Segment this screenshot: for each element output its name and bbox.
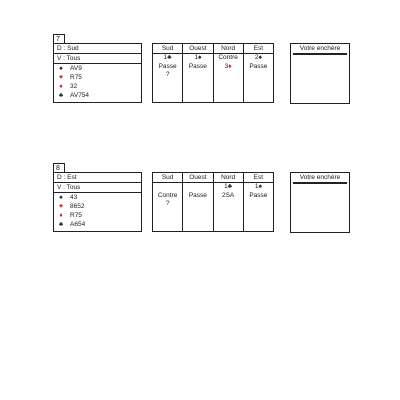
bid-column-est xyxy=(244,173,273,231)
suit-row-clubs xyxy=(54,220,141,229)
bid-column-nord xyxy=(214,173,244,231)
vulnerability-label: V : Tous xyxy=(54,54,141,64)
club-icon: ♣ xyxy=(58,92,64,99)
suit-row-hearts xyxy=(54,73,141,82)
suit-row-diamonds xyxy=(54,211,141,220)
bid-cell: 2SA xyxy=(221,191,235,199)
answer-title: Votre enchère xyxy=(293,44,347,55)
bid-cell xyxy=(183,183,212,192)
bid-cell: Passe xyxy=(188,62,207,70)
diamond-icon: ♦ xyxy=(59,83,63,90)
header-est: Est xyxy=(244,173,273,183)
suit-row-spades xyxy=(54,64,141,73)
header-sud: Sud xyxy=(153,173,182,183)
bid-cell: Passe xyxy=(249,62,268,70)
answer-box[interactable] xyxy=(290,172,350,233)
diamond-cards: 32 xyxy=(70,83,78,90)
vulnerability-label: V : Tous xyxy=(54,183,141,193)
bid-cell xyxy=(214,63,243,72)
deal-number: 7 xyxy=(53,34,65,44)
heart-icon: ♥ xyxy=(59,203,63,210)
header-ouest: Ouest xyxy=(183,173,212,183)
bidding-table xyxy=(152,43,274,103)
heart-cards: 8652 xyxy=(70,203,85,210)
deal-number: 8 xyxy=(53,163,65,173)
header-nord: Nord xyxy=(214,173,243,183)
suit-row-hearts xyxy=(54,202,141,211)
diamond-icon: ♦ xyxy=(228,62,232,70)
bid-question-cell: ? xyxy=(165,200,170,207)
header-nord: Nord xyxy=(214,44,243,54)
header-sud: Sud xyxy=(153,44,182,54)
club-icon: ♣ xyxy=(58,221,64,228)
answer-title: Votre enchère xyxy=(293,173,347,184)
suit-row-diamonds xyxy=(54,82,141,91)
bidding-table xyxy=(152,172,274,232)
suit-row-spades xyxy=(54,193,141,202)
bid-cell: 2♠ xyxy=(254,54,262,61)
bid-cell: Passe xyxy=(249,191,268,199)
spade-icon: ♠ xyxy=(59,194,63,201)
bid-column-sud xyxy=(153,173,183,231)
bid-cell xyxy=(153,183,182,192)
bid-cell: 1♠ xyxy=(254,183,262,190)
dealer-label: D : Sud xyxy=(54,44,141,54)
bid-cell: Contre xyxy=(157,191,178,199)
hand-box xyxy=(53,43,142,103)
bid-3d: 3 xyxy=(224,62,229,70)
bid-column-nord xyxy=(214,44,244,102)
diamond-icon: ♦ xyxy=(59,212,63,219)
club-cards: A654 xyxy=(70,221,86,228)
bid-cell: Contre xyxy=(218,54,238,61)
suit-row-clubs xyxy=(54,91,141,100)
spade-icon: ♠ xyxy=(59,65,63,72)
bid-cell: 1♣ xyxy=(163,54,172,61)
bid-column-est xyxy=(244,44,273,102)
header-ouest: Ouest xyxy=(183,44,212,54)
bid-cell: Passe xyxy=(158,62,177,70)
bid-question-cell: ? xyxy=(165,71,170,78)
spade-cards: 43 xyxy=(70,194,78,201)
answer-box[interactable] xyxy=(290,43,350,104)
bid-cell: 1♠ xyxy=(194,54,202,61)
spade-cards: AV9 xyxy=(70,65,82,72)
bid-cell: Passe xyxy=(188,191,207,199)
club-cards: AV754 xyxy=(70,92,90,99)
heart-icon: ♥ xyxy=(59,74,63,81)
header-est: Est xyxy=(244,44,273,54)
heart-cards: R75 xyxy=(70,74,82,81)
bid-column-ouest xyxy=(183,44,213,102)
bid-cell: 1♣ xyxy=(224,183,233,190)
dealer-label: D : Est xyxy=(54,173,141,183)
hand-box xyxy=(53,172,142,232)
bid-column-ouest xyxy=(183,173,213,231)
diamond-cards: R75 xyxy=(70,212,82,219)
bid-column-sud xyxy=(153,44,183,102)
